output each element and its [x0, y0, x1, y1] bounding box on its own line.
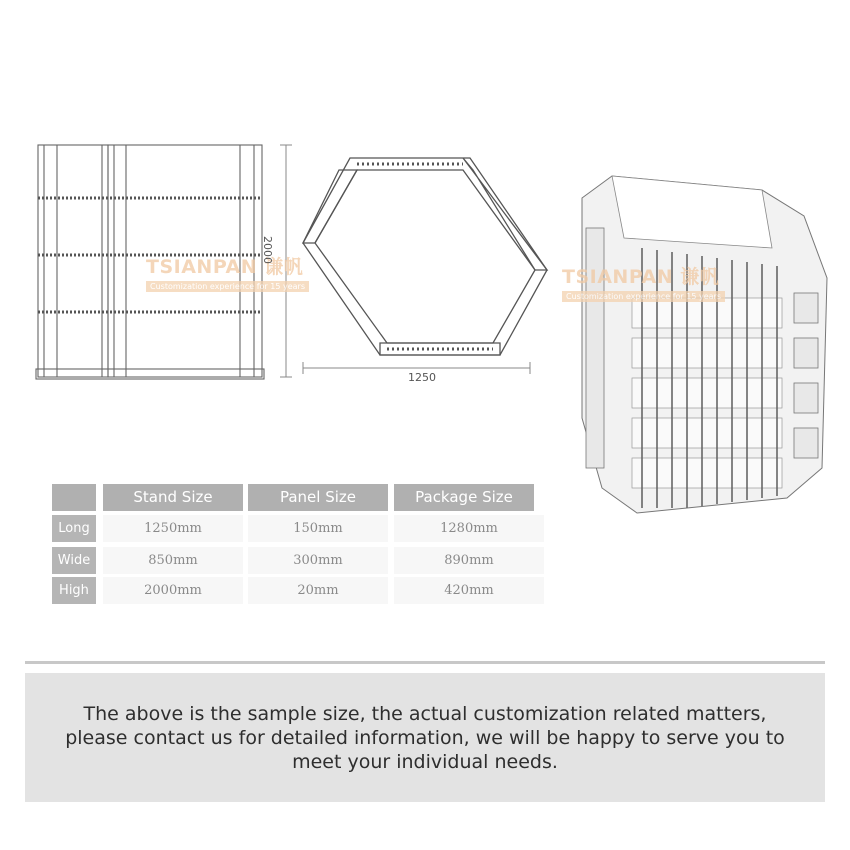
note-box [25, 673, 825, 802]
table-cell: 890mm [394, 547, 544, 574]
table-cell: 2000mm [103, 577, 243, 604]
table-cell: 20mm [248, 577, 388, 604]
table-cell: 1280mm [394, 515, 544, 542]
watermark-logo [146, 252, 309, 292]
header-blank-cell [52, 484, 96, 511]
height-dimension-label: 2000 [261, 236, 274, 264]
note-text: The above is the sample size, the actual customization related matters, please contact us for detailed information, we will be happy to serve you to meet your individual needs. [65, 702, 785, 773]
watermark-brand: TSIANPAN 谦帆 [562, 266, 720, 288]
row-label: Wide [52, 547, 96, 574]
header-stand-size: Stand Size [103, 484, 243, 511]
section-divider [25, 661, 825, 664]
width-dimension-label: 1250 [408, 371, 436, 384]
watermark-tagline: Customization experience for 15 years [562, 291, 725, 302]
header-panel-size: Panel Size [248, 484, 388, 511]
table-cell: 850mm [103, 547, 243, 574]
product-render-image [572, 168, 834, 526]
watermark-logo [562, 262, 725, 302]
watermark-brand: TSIANPAN 谦帆 [146, 256, 304, 278]
table-cell: 1250mm [103, 515, 243, 542]
row-label: High [52, 577, 96, 604]
table-cell: 150mm [248, 515, 388, 542]
top-view-drawing [295, 140, 560, 390]
watermark-tagline: Customization experience for 15 years [146, 281, 309, 292]
table-cell: 420mm [394, 577, 544, 604]
header-package-size: Package Size [394, 484, 534, 511]
table-cell: 300mm [248, 547, 388, 574]
row-label: Long [52, 515, 96, 542]
